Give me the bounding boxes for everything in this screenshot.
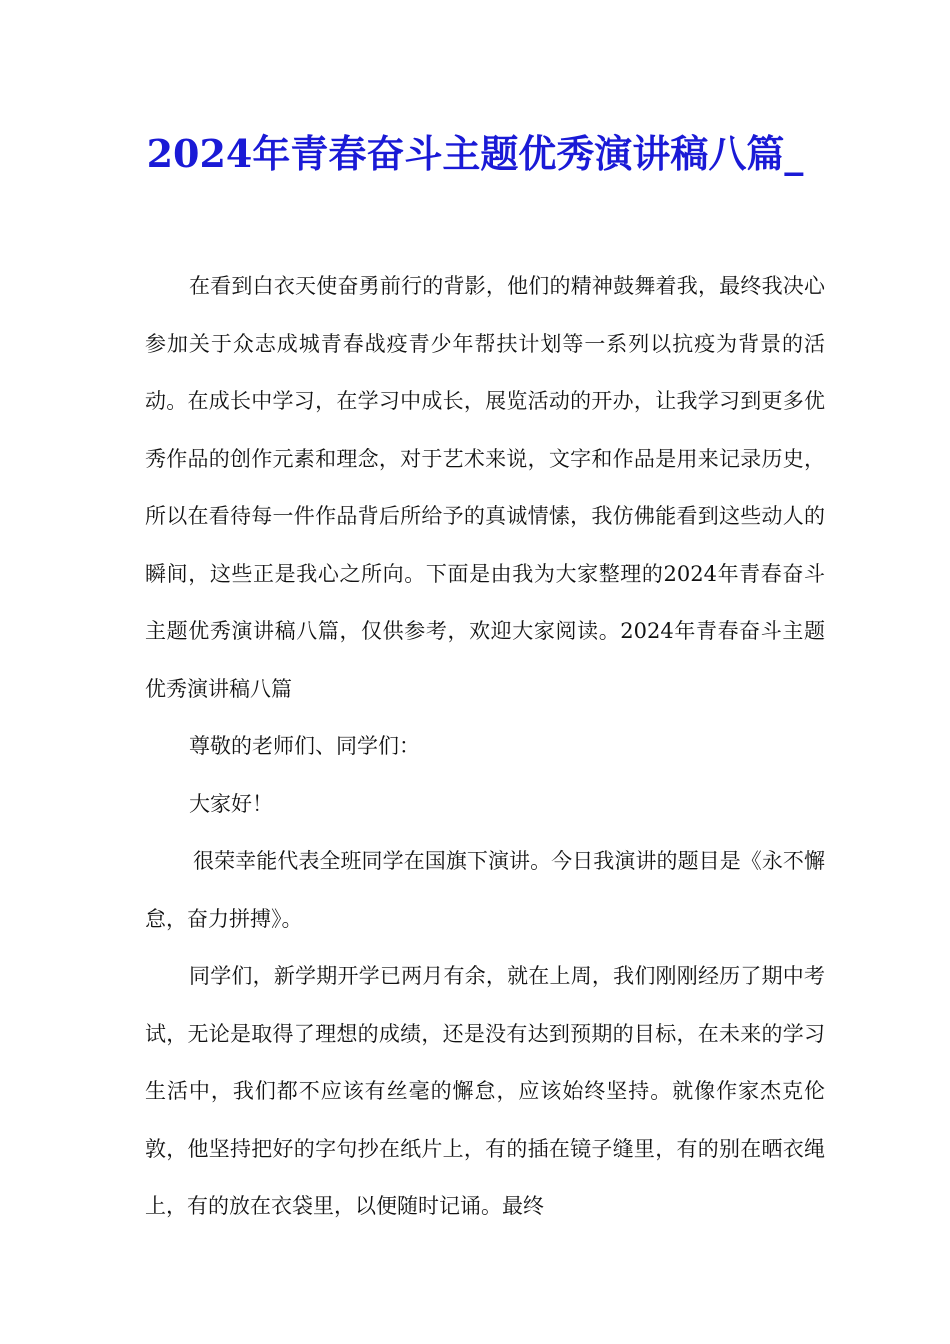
paragraph-speech-body: 同学们，新学期开学已两月有余，就在上周，我们刚刚经历了期中考试，无论是取得了理想的成绩，还是没有达到预期的目标，在未来的学习生活中，我们都不应该有丝毫的懈怠，应该始终坚持。就像作家杰克伦敦，他坚持把好的字句抄在纸片上，有的插在镜子缝里，有的别在晒衣绳上，有的放在衣袋里，以便随时记诵。最终 bbox=[145, 964, 825, 1218]
document-title: 2024年青春奋斗主题优秀演讲稿八篇_ bbox=[146, 131, 804, 176]
paragraph-salutation: 尊敬的老师们、同学们： bbox=[189, 734, 420, 758]
paragraph-speech-topic: 很荣幸能代表全班同学在国旗下演讲。今日我演讲的题目是《永不懈怠，奋力拼搏》。 bbox=[145, 849, 825, 931]
paragraph-greeting: 大家好！ bbox=[189, 791, 273, 816]
paragraph-intro: 在看到白衣天使奋勇前行的背影，他们的精神鼓舞着我，最终我决心参加关于众志成城青春战疫青少年帮扶计划等一系列以抗疫为背景的活动。在成长中学习，在学习中成长，展览活动的开办，让我学习到更多优秀作品的创作元素和理念，对于艺术来说，文字和作品是用来记录历史，所以在看待每一件作品背后所给予的真诚情愫，我仿佛能看到这些动人的瞬间，这些正是我心之所向。下面是由我为大家整理的2024年青春奋斗主题优秀演讲稿八篇，仅供参考，欢迎大家阅读。2024年青春奋斗主题优秀演讲稿八篇 bbox=[145, 274, 825, 701]
document-body bbox=[145, 258, 825, 1236]
